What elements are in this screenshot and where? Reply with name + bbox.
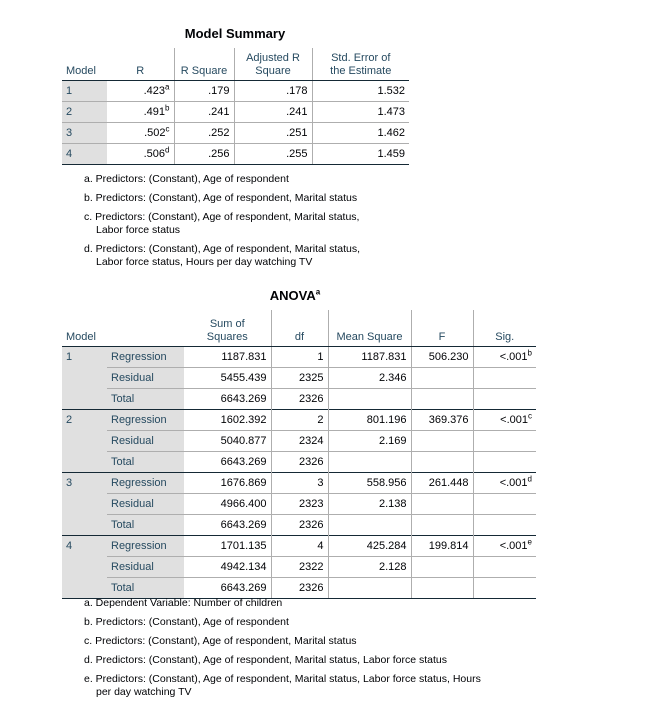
anova-row-regression <box>62 535 536 556</box>
col-header-r-square: R Square <box>174 48 234 80</box>
source-label: Residual <box>107 556 184 577</box>
footnote-marker: b <box>165 102 170 112</box>
footnote-marker: e <box>527 536 532 546</box>
model-number: 2 <box>62 409 107 472</box>
model-number: 1 <box>62 346 107 409</box>
mean-square-value: 2.169 <box>328 430 411 451</box>
sig-value <box>473 493 536 514</box>
anova-row-total <box>62 577 536 598</box>
r-square-value: .256 <box>174 143 234 164</box>
sum-of-squares-value: 1701.135 <box>184 535 271 556</box>
col-header-f: F <box>411 310 473 346</box>
footnote-marker: b <box>527 347 532 357</box>
sum-of-squares-value: 6643.269 <box>184 451 271 472</box>
df-value: 2323 <box>271 493 328 514</box>
sig-value <box>473 430 536 451</box>
model-number: 4 <box>62 535 107 598</box>
model-summary-row <box>62 122 409 143</box>
mean-square-value <box>328 388 411 409</box>
col-header-adjusted-r-square <box>234 48 312 80</box>
anova-row-total <box>62 388 536 409</box>
source-label: Regression <box>107 346 184 367</box>
df-value: 1 <box>271 346 328 367</box>
footnote-continuation: per day watching TV <box>96 686 192 698</box>
df-value: 2326 <box>271 577 328 598</box>
footnote-marker: d <box>165 144 170 154</box>
sum-of-squares-value: 6643.269 <box>184 514 271 535</box>
source-label: Total <box>107 514 184 535</box>
mean-square-value <box>328 451 411 472</box>
anova-row-residual <box>62 430 536 451</box>
df-value: 2322 <box>271 556 328 577</box>
f-value <box>411 556 473 577</box>
model-number: 1 <box>62 80 107 101</box>
mean-square-value: 425.284 <box>328 535 411 556</box>
std-error-value: 1.473 <box>312 101 409 122</box>
anova-row-total <box>62 451 536 472</box>
footnote: d. Predictors: (Constant), Age of respondent, Marital status, Labor force status <box>84 654 448 666</box>
sum-of-squares-line-1: Sum of <box>209 317 245 330</box>
adjusted-r-square-value: .241 <box>234 101 312 122</box>
sum-of-squares-value: 1602.392 <box>184 409 271 430</box>
model-number: 2 <box>62 101 107 122</box>
source-label: Residual <box>107 430 184 451</box>
mean-square-value: 1187.831 <box>328 346 411 367</box>
footnote-marker: a <box>165 81 170 91</box>
df-value: 3 <box>271 472 328 493</box>
f-value <box>411 577 473 598</box>
col-header-model: Model <box>62 310 107 346</box>
source-label: Regression <box>107 409 184 430</box>
adjusted-r-square-value: .255 <box>234 143 312 164</box>
df-value: 2326 <box>271 451 328 472</box>
footnote-marker: c <box>528 410 532 420</box>
anova-row-regression <box>62 346 536 367</box>
f-value: 261.448 <box>411 472 473 493</box>
source-label: Residual <box>107 367 184 388</box>
col-header-source <box>107 310 184 346</box>
anova-row-residual <box>62 367 536 388</box>
f-value <box>411 514 473 535</box>
anova-footnotes <box>84 597 524 705</box>
sig-value <box>473 451 536 472</box>
adjusted-r-square-value: .251 <box>234 122 312 143</box>
anova-row-regression <box>62 472 536 493</box>
anova-row-total <box>62 514 536 535</box>
footnote-marker: a <box>315 287 321 297</box>
footnote: b. Predictors: (Constant), Age of respondent, Marital status <box>84 192 358 204</box>
anova-title: ANOVA$^a$ <box>269 287 321 303</box>
footnote-continuation: Labor force status, Hours per day watching TV <box>96 256 313 268</box>
sig-value <box>473 514 536 535</box>
std-error-line-2: the Estimate <box>330 64 392 77</box>
model-summary-table <box>62 48 409 165</box>
model-summary-footnotes <box>84 173 404 275</box>
df-value: 2 <box>271 409 328 430</box>
model-number: 4 <box>62 143 107 164</box>
sum-of-squares-value: 5455.439 <box>184 367 271 388</box>
f-value <box>411 493 473 514</box>
anova-row-residual <box>62 556 536 577</box>
model-number: 3 <box>62 472 107 535</box>
sig-value: <.001$^c$ <box>473 409 536 430</box>
f-value <box>411 388 473 409</box>
r-value: .506$^d$ <box>107 143 174 164</box>
sig-value <box>473 388 536 409</box>
df-value: 4 <box>271 535 328 556</box>
df-value: 2326 <box>271 388 328 409</box>
mean-square-value: 2.138 <box>328 493 411 514</box>
footnote: b. Predictors: (Constant), Age of respondent <box>84 616 289 628</box>
footnote: d. Predictors: (Constant), Age of respondent, Marital status, <box>84 243 361 255</box>
anova-row-regression <box>62 409 536 430</box>
sum-of-squares-value: 5040.877 <box>184 430 271 451</box>
sum-of-squares-line-2: Squares <box>206 330 248 343</box>
r-square-value: .252 <box>174 122 234 143</box>
source-label: Regression <box>107 535 184 556</box>
anova-table <box>62 310 536 599</box>
adjusted-r-line-1: Adjusted R <box>246 51 300 64</box>
r-value: .491$^b$ <box>107 101 174 122</box>
std-error-value: 1.459 <box>312 143 409 164</box>
df-value: 2325 <box>271 367 328 388</box>
r-value: .502$^c$ <box>107 122 174 143</box>
mean-square-value: 801.196 <box>328 409 411 430</box>
model-summary-title: Model Summary <box>184 26 286 41</box>
source-label: Total <box>107 577 184 598</box>
mean-square-value <box>328 577 411 598</box>
sig-value <box>473 367 536 388</box>
sig-value: <.001$^b$ <box>473 346 536 367</box>
footnote: c. Predictors: (Constant), Age of respondent, Marital status, <box>84 211 360 223</box>
mean-square-value: 2.346 <box>328 367 411 388</box>
model-number: 3 <box>62 122 107 143</box>
col-header-std-error <box>312 48 409 80</box>
footnote-continuation: Labor force status <box>96 224 181 236</box>
f-value <box>411 451 473 472</box>
std-error-line-1: Std. Error of <box>331 51 391 64</box>
mean-square-value <box>328 514 411 535</box>
sum-of-squares-value: 4942.134 <box>184 556 271 577</box>
source-label: Total <box>107 451 184 472</box>
sum-of-squares-value: 1676.869 <box>184 472 271 493</box>
footnote: a. Predictors: (Constant), Age of respondent <box>84 173 289 185</box>
model-summary-row <box>62 80 409 101</box>
footnote: e. Predictors: (Constant), Age of respondent, Marital status, Labor force status, Hours <box>84 673 481 685</box>
adjusted-r-square-value: .178 <box>234 80 312 101</box>
col-header-sum-of-squares <box>184 310 271 346</box>
col-header-mean-square: Mean Square <box>328 310 411 346</box>
mean-square-value: 558.956 <box>328 472 411 493</box>
col-header-model: Model <box>62 48 107 80</box>
f-value <box>411 367 473 388</box>
sig-value <box>473 577 536 598</box>
sig-value <box>473 556 536 577</box>
std-error-value: 1.532 <box>312 80 409 101</box>
f-value: 199.814 <box>411 535 473 556</box>
col-header-sig: Sig. <box>473 310 536 346</box>
sig-value: <.001$^d$ <box>473 472 536 493</box>
model-summary-row <box>62 101 409 122</box>
df-value: 2326 <box>271 514 328 535</box>
sum-of-squares-value: 1187.831 <box>221 350 267 363</box>
source-label: Regression <box>107 472 184 493</box>
sum-of-squares-value: 4966.400 <box>184 493 271 514</box>
footnote: c. Predictors: (Constant), Age of respondent, Marital status <box>84 635 357 647</box>
anova-row-residual <box>62 493 536 514</box>
f-value: 506.230 <box>411 346 473 367</box>
footnote: a. Dependent Variable: Number of children <box>84 597 283 609</box>
r-square-value: .241 <box>174 101 234 122</box>
source-label: Residual <box>107 493 184 514</box>
mean-square-value: 2.128 <box>328 556 411 577</box>
f-value <box>411 430 473 451</box>
adjusted-r-line-2: Square <box>255 64 291 77</box>
model-summary-row <box>62 143 409 164</box>
col-header-df: df <box>271 310 328 346</box>
r-square-value: .179 <box>174 80 234 101</box>
col-header-r: R <box>107 48 174 80</box>
std-error-value: 1.462 <box>312 122 409 143</box>
sum-of-squares-value: 6643.269 <box>184 388 271 409</box>
r-value: .423$^a$ <box>143 81 170 97</box>
f-value: 369.376 <box>411 409 473 430</box>
sig-value: <.001$^e$ <box>473 535 536 556</box>
footnote-marker: c <box>165 123 170 133</box>
source-label: Total <box>107 388 184 409</box>
footnote-marker: d <box>527 473 532 483</box>
sum-of-squares-value: 6643.269 <box>184 577 271 598</box>
df-value: 2324 <box>271 430 328 451</box>
